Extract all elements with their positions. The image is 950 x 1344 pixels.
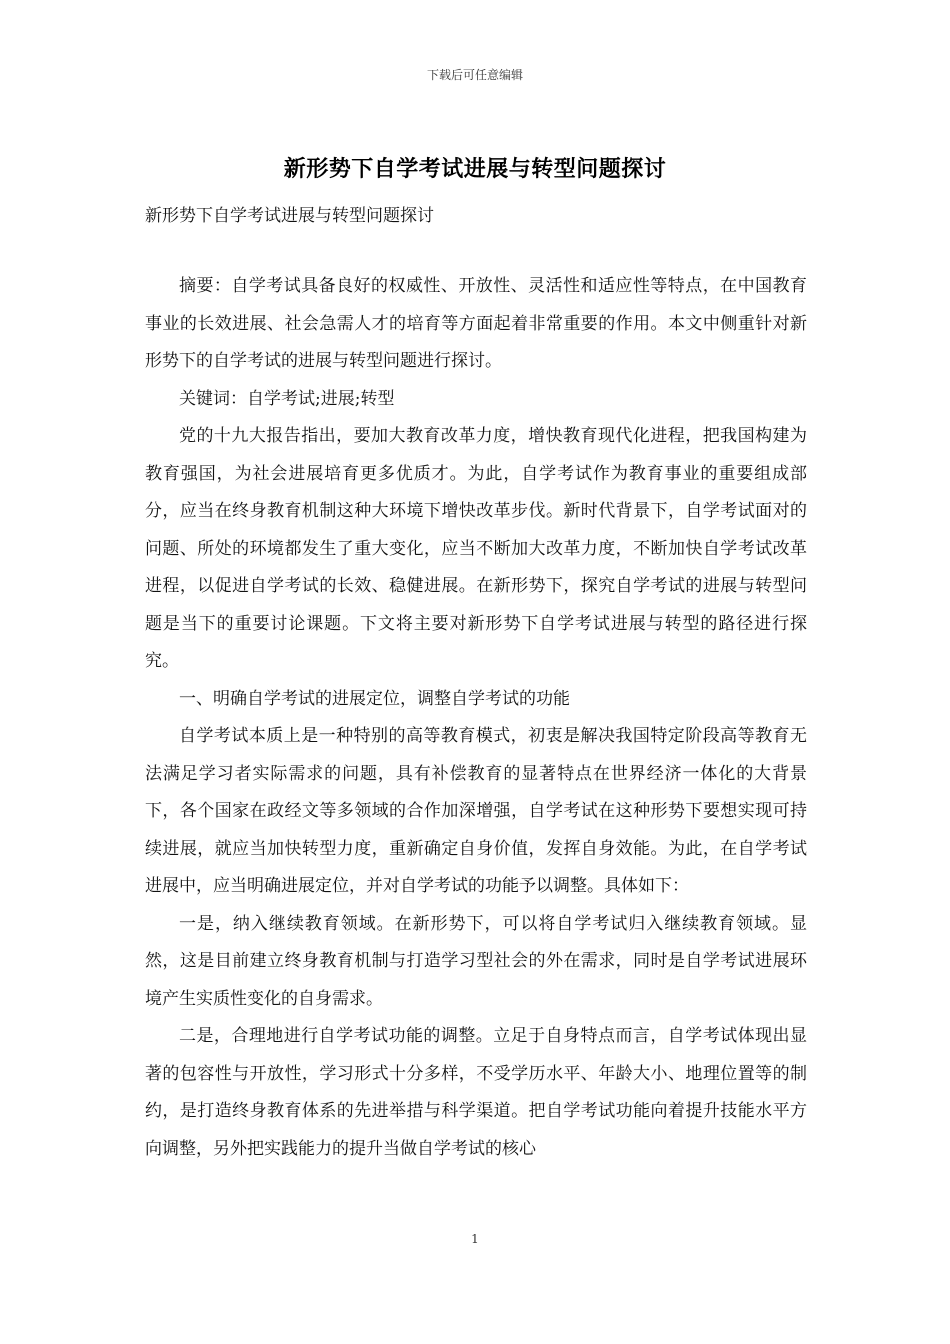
- page-number: 1: [471, 1232, 479, 1246]
- body-paragraph: 二是，合理地进行自学考试功能的调整。立足于自身特点而言，自学考试体现出显著的包容性与开放性，学习形式十分多样，不受学历水平、年龄大小、地理位置等的制约，是打造终身教育体系的先进举措与科学渠道。把自学考试功能向着提升技能水平方向调整，另外把实践能力的提升当做自学考试的核心: [145, 1026, 807, 1159]
- intro-paragraph: 党的十九大报告指出，要加大教育改革力度，增快教育现代化进程，把我国构建为教育强国，为社会进展培育更多优质才。为此，自学考试作为教育事业的重要组成部分，应当在终身教育机制这种大环境下增快改革步伐。新时代背景下，自学考试面对的问题、所处的环境都发生了重大变化，应当不断加大改革力度，不断加快自学考试改革进程，以促进自学考试的长效、稳健进展。在新形势下，探究自学考试的进展与转型问题是当下的重要讨论课题。下文将主要对新形势下自学考试进展与转型的路径进行探究。: [145, 426, 807, 671]
- body-paragraph: 一是，纳入继续教育领域。在新形势下，可以将自学考试归入继续教育领域。显然，这是目前建立终身教育机制与打造学习型社会的外在需求，同时是自学考试进展环境产生实质性变化的自身需求。: [145, 913, 807, 1009]
- document-title: 新形势下自学考试进展与转型问题探讨: [283, 156, 667, 182]
- body-paragraph: 自学考试本质上是一种特别的高等教育模式，初衷是解决我国特定阶段高等教育无法满足学习者实际需求的问题，具有补偿教育的显著特点在世界经济一体化的大背景下，各个国家在政经文等多领域的合作加深增强，自学考试在这种形势下要想实现可持续进展，就应当加快转型力度，重新确定自身价值，发挥自身效能。为此，在自学考试进展中，应当明确进展定位，并对自学考试的功能予以调整。具体如下：: [145, 726, 807, 896]
- section-heading-1: 一、明确自学考试的进展定位，调整自学考试的功能: [179, 688, 570, 709]
- document-subtitle: 新形势下自学考试进展与转型问题探讨: [145, 206, 434, 226]
- header-note: 下载后可任意编辑: [426, 68, 523, 82]
- abstract-paragraph: 摘要：自学考试具备良好的权威性、开放性、灵活性和适应性等特点，在中国教育事业的长效进展、社会急需人才的培育等方面起着非常重要的作用。本文中侧重针对新形势下的自学考试的进展与转型问题进行探讨。: [145, 276, 807, 371]
- keywords-paragraph: 关键词：自学考试;进展;转型: [179, 388, 395, 409]
- document-body: [145, 268, 807, 1168]
